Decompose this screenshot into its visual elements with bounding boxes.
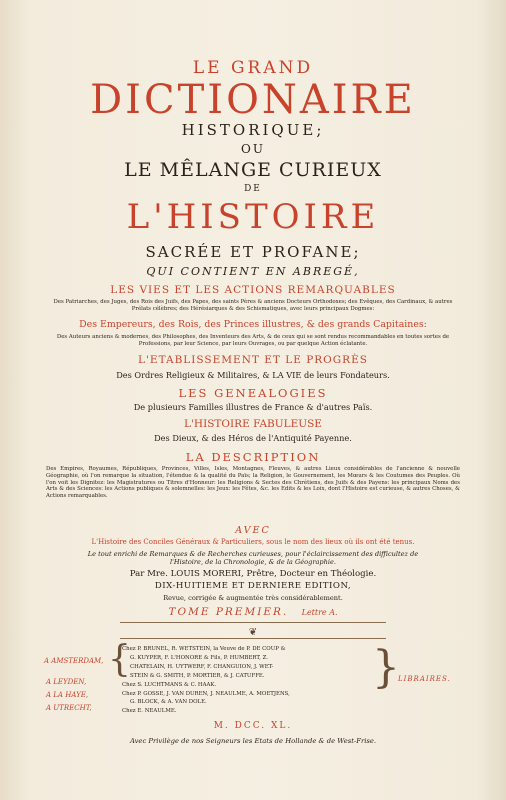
enrichi-text: Le tout enrichi de Remarques & de Recherches curieuses, pour l'éclaircissement des difficultez de l'Histoire, de la Chronologie, & de la Géographie. (87, 550, 419, 566)
author-line: Par Mre. LOUIS MORERI, Prêtre, Docteur en Théologie. (129, 569, 377, 579)
title-le-grand: LE GRAND (192, 58, 314, 78)
section-fabuleuse-body: Des Dieux, & des Héros de l'Antiquité Payenne. (154, 433, 352, 443)
amsterdam-line-3: CHATELAIN, H. UYTWERF, F. CHANGUION, J. WET- (130, 664, 274, 670)
avec-heading: AVEC (235, 525, 271, 536)
section-etablissement-body: Des Ordres Religieux & Militaires, & LA VIE de leurs Fondateurs. (116, 370, 390, 380)
section-genealogies-heading: LES GENEALOGIES (178, 386, 328, 400)
section-vies-body: Des Patriarches, des Juges, des Rois des Juifs, des Papes, des saints Pères & anciens Docteurs Orthodoxes; des Evêques, des Cardinaux, & autres Prélats célèbres; des Hérésiarques & des Schismatiques, avec leurs principaux Dogmes: (53, 299, 453, 312)
title-historique: HISTORIQUE; (181, 121, 325, 139)
revue-line: Revue, corrigée & augmentée très considérablement. (163, 594, 343, 602)
divider-bottom (120, 638, 386, 639)
city-haye: A LA HAYE, (46, 691, 89, 699)
title-histoire: L'HISTOIRE (126, 197, 380, 237)
city-leyden: A LEYDEN, (46, 678, 87, 686)
haye-line-1: Chez P. GOSSE, J. VAN DUREN, J. NEAULME, A. MOETJENS, (122, 691, 290, 697)
privilege-line: Avec Privilège de nos Seigneurs les Etats de Hollande & de West-Frise. (129, 737, 377, 745)
title-melange-curieux: LE MÊLANGE CURIEUX (124, 159, 382, 181)
city-amsterdam: A AMSTERDAM, (44, 657, 104, 665)
edition-line: DIX-HUITIEME ET DERNIERE EDITION, (154, 581, 352, 591)
year-line: M. DCC. XL. (213, 721, 293, 731)
libraires-label: LIBRAIRES. (398, 675, 451, 683)
utrecht-line: Chez E. NEAULME. (122, 708, 177, 714)
section-empereurs-heading: Des Empereurs, des Rois, des Princes illustres, & des grands Capitaines: (79, 319, 427, 330)
city-utrecht: A UTRECHT, (46, 704, 92, 712)
amsterdam-line-4: STEIN & G. SMITH, P. MORTIER, & J. CATUFFE. (130, 673, 265, 679)
title-ou: OU (241, 142, 265, 156)
section-vies-heading: LES VIES ET LES ACTIONS REMARQUABLES (110, 284, 396, 296)
section-description-body: Des Empires, Royaumes, Républiques, Provinces, Villes, Isles, Montagnes, Fleuves, & autres Lieux considérables de l'ancienne & nouvelle Géographie, où l'on remarque la situation, l'étendue & la qualité du Païs; la Religion, le Gouvernement, les Mœurs & les Coutumes des Peuples. Où l'on voit les Dignitez: les Magistratures ou Titres d'Honneur: les Religions & Sectes des Chrétiens, des Juifs & des Payens: les principaux Noms des Arts & des Sciences: les Actions publiques & solemnelles: les Jeux: les Fêtes, &c. les Edits & les Loix, dont l'Histoire est curieuse, & autres Choses, & Actions remarquables. (46, 466, 460, 500)
tome-line (0, 606, 506, 618)
haye-line-2: G. BLOCK, & A. VAN DOLE. (130, 699, 207, 705)
subtitle-qui-contient: QUI CONTIENT EN ABREGÉ, (146, 265, 360, 278)
section-description-heading: LA DESCRIPTION (185, 450, 321, 464)
ornament-icon: ❦ (248, 627, 258, 638)
amsterdam-line-2: G. KUYPER, F. L'HONORÉ & Fils, P. HUMBERT, Z. (130, 655, 268, 661)
left-brace-icon: { (108, 639, 131, 680)
title-dictionaire: DICTIONAIRE (90, 77, 416, 123)
right-brace-icon: } (372, 642, 400, 693)
section-empereurs-body: Des Auteurs anciens & modernes, des Philosophes, des Inventeurs des Arts, & de ceux qui se sont rendus recommandables en toutes sortes de Professions, par leur Science, par leurs Ouvrages, ou par quelque Action éclatante. (56, 334, 450, 347)
section-etablissement-heading: L'ETABLISSEMENT ET LE PROGRÈS (138, 354, 368, 366)
lettre-label: Lettre A. (301, 608, 338, 617)
section-genealogies-body: De plusieurs Familles illustres de France & d'autres Païs. (133, 402, 373, 412)
tome-label: TOME PREMIER. (168, 606, 289, 618)
title-de: DE (244, 184, 262, 194)
title-sacree-profane: SACRÉE ET PROFANE; (145, 243, 361, 261)
avec-conciles: L'Histoire des Conciles Généraux & Particuliers, sous le nom des lieux où ils ont été tenus. (91, 538, 415, 546)
amsterdam-line-1: Chez P. BRUNEL, R. WETSTEIN, la Veuve de P. DE COUP & (122, 646, 286, 652)
section-fabuleuse-heading: L'HISTOIRE FABULEUSE (184, 418, 322, 430)
divider-top (120, 622, 386, 623)
leyden-line: Chez S. LUCHTMANS & C. HAAK. (122, 682, 217, 688)
